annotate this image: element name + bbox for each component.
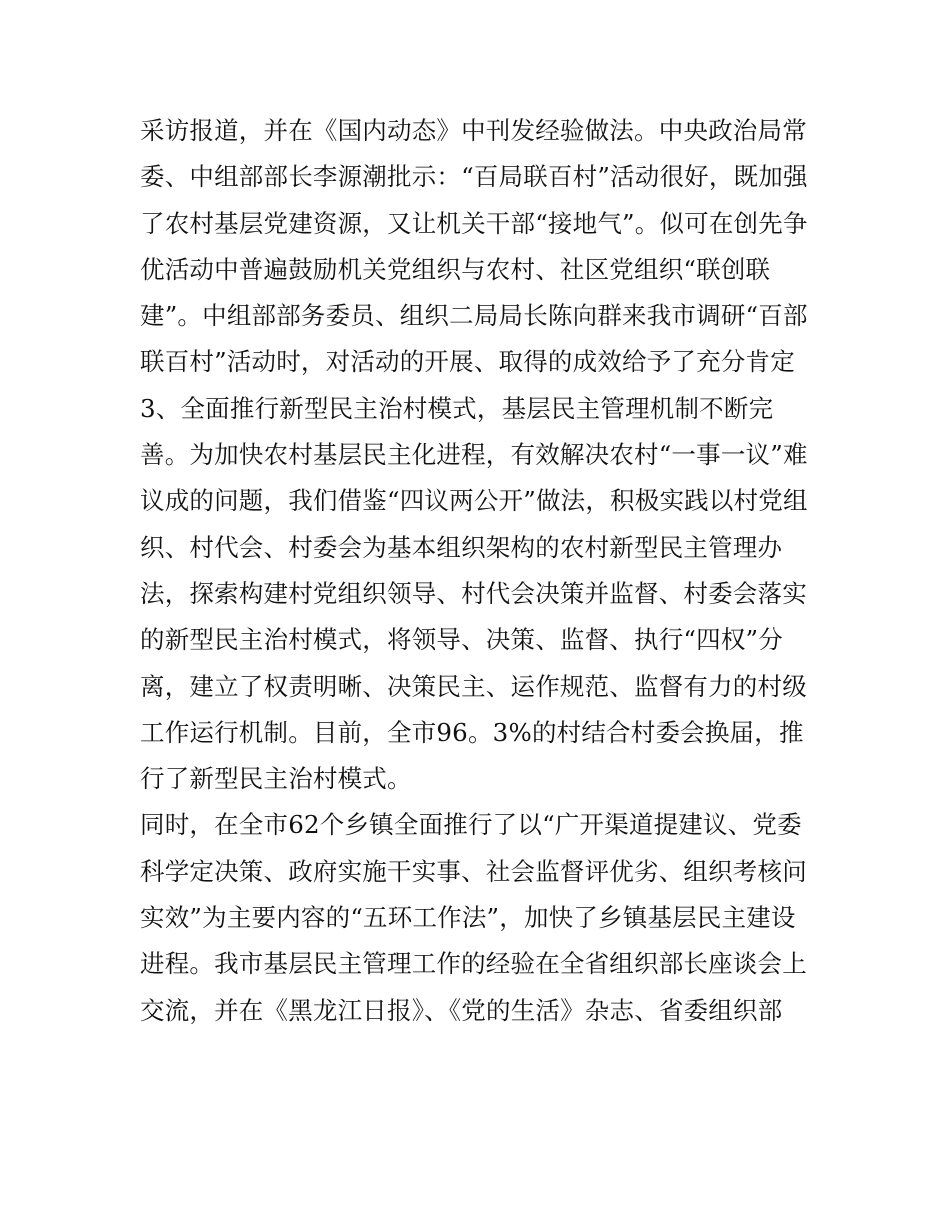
text-line: 科学定决策、政府实施干实事、社会监督评优劣、组织考核问 (140, 856, 807, 886)
text-line: 交流，并在《黑龙江日报》、《党的生活》杂志、省委组织部 (140, 995, 783, 1025)
body-text (140, 108, 830, 1034)
text-line: 实效”为主要内容的“五环工作法”，加快了乡镇基层民主建设 (140, 903, 796, 933)
text-line: 法，探索构建村党组织领导、村代会决策并监督、村委会落实 (140, 578, 807, 608)
text-line: 织、村代会、村委会为基本组织架构的农村新型民主管理办 (140, 532, 783, 562)
text-line: 采访报道，并在《国内动态》中刊发经验做法。中央政治局常 (140, 116, 807, 145)
text-line: 建”。中组部部务委员、组织二局局长陈向群来我市调研“百部 (140, 301, 808, 331)
text-line: 进程。我市基层民主管理工作的经验在全省组织部长座谈会上 (140, 949, 807, 979)
text-line: 工作运行机制。目前，全市96。3%的村结合村委会换届，推 (140, 717, 804, 747)
text-line: 委、中组部部长李源潮批示：“百局联百村”活动很好，既加强 (140, 162, 808, 192)
text-line: 议成的问题，我们借鉴“四议两公开”做法，积极实践以村党组 (140, 486, 808, 516)
text-line: 离，建立了权责明晰、决策民主、运作规范、监督有力的村级 (140, 671, 807, 701)
text-line: 同时，在全市62个乡镇全面推行了以“广开渠道提建议、党委 (140, 810, 802, 840)
text-line: 善。为加快农村基层民主化进程，有效解决农村“一事一议”难 (140, 440, 808, 470)
text-line: 联百村”活动时，对活动的开展、取得的成效给予了充分肯定 (140, 347, 795, 377)
text-line: 3、全面推行新型民主治村模式，基层民主管理机制不断完 (140, 393, 774, 423)
text-line: 了农村基层党建资源，又让机关干部“接地气”。似可在创先争 (140, 208, 808, 238)
text-line: 优活动中普遍鼓励机关党组织与农村、社区党组织“联创联 (140, 254, 771, 284)
text-line: 行了新型民主治村模式。 (140, 764, 412, 794)
text-line: 的新型民主治村模式，将领导、决策、监督、执行“四权”分 (140, 625, 783, 655)
